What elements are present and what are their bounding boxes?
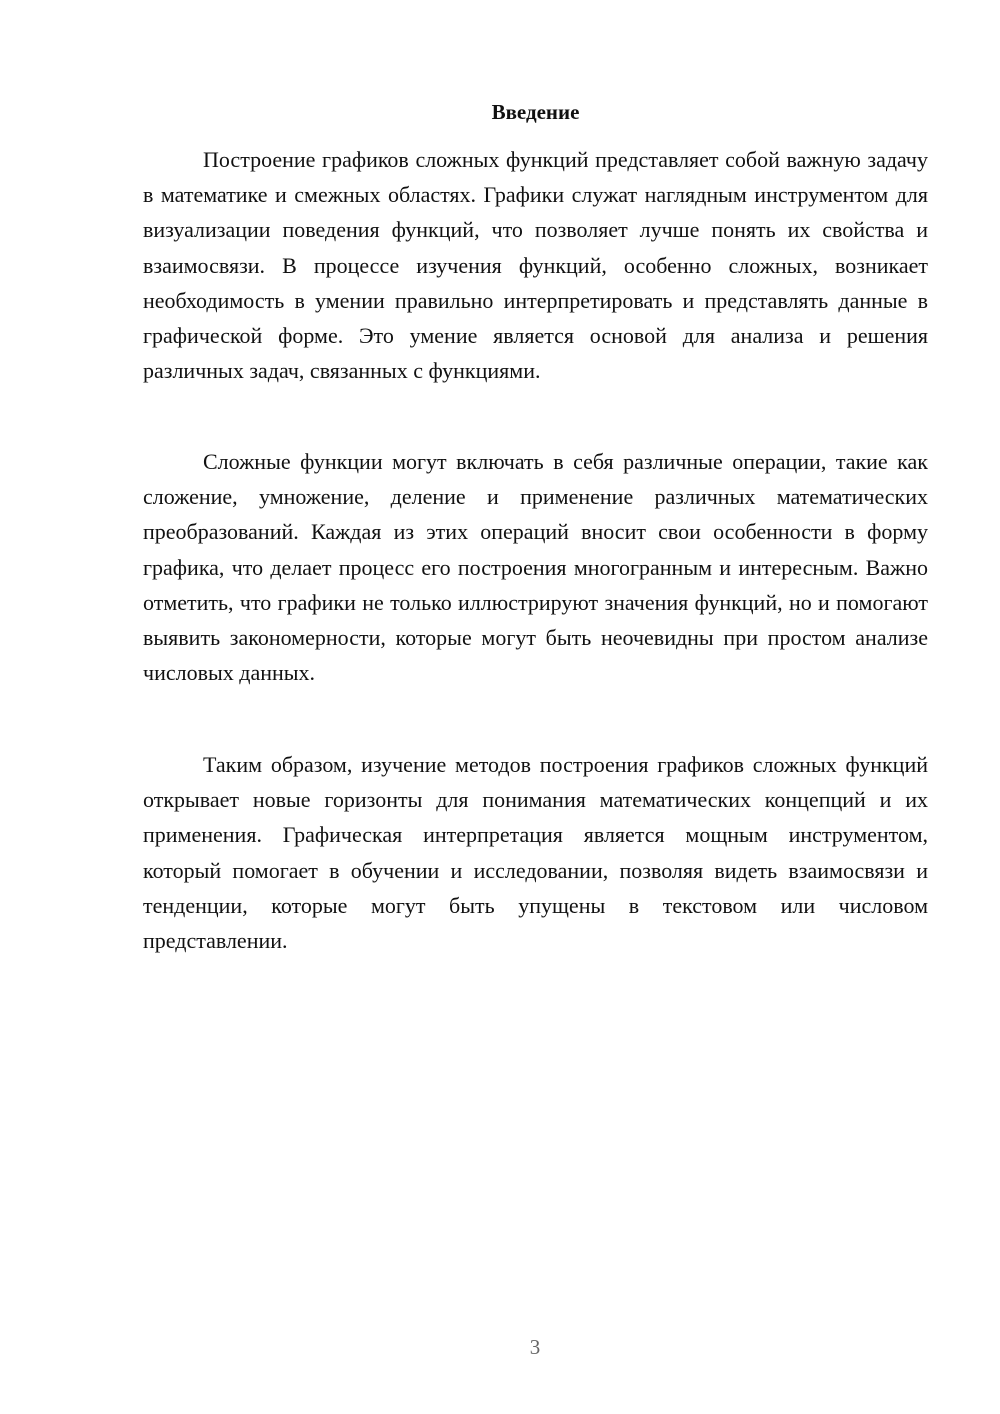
paragraph-3: Таким образом, изучение методов построения графиков сложных функций открывает новые горизонты для понимания математических концепций и их применения. Графическая интерпретация является мощным инструментом, который помогает в обучении и исследовании, позволяя видеть взаимосвязи и тенденции, которые могут быть упущены в текстовом или числовом представлении. <box>143 752 928 954</box>
paragraph-2: Сложные функции могут включать в себя различные операции, такие как сложение, умножение, деление и применение различных математических преобразований. Каждая из этих операций вносит свои особенности в форму графика, что делает процесс его построения многогранным и интересным. Важно отметить, что графики не только иллюстрируют значения функций, но и помогают выявить закономерности, которые могут быть неочевидны при простом анализе числовых данных. <box>143 449 928 686</box>
paragraph-1: Построение графиков сложных функций представляет собой важную задачу в математике и смежных областях. Графики служат наглядным инструментом для визуализации поведения функций, что позволяет лучше понять их свойства и взаимосвязи. В процессе изучения функций, особенно сложных, возникает необходимость в умении правильно интерпретировать и представлять данные в графической форме. Это умение является основой для анализа и решения различных задач, связанных с функциями. <box>143 147 928 384</box>
page-number: 3 <box>529 1335 541 1359</box>
page-title: Введение <box>491 100 580 124</box>
